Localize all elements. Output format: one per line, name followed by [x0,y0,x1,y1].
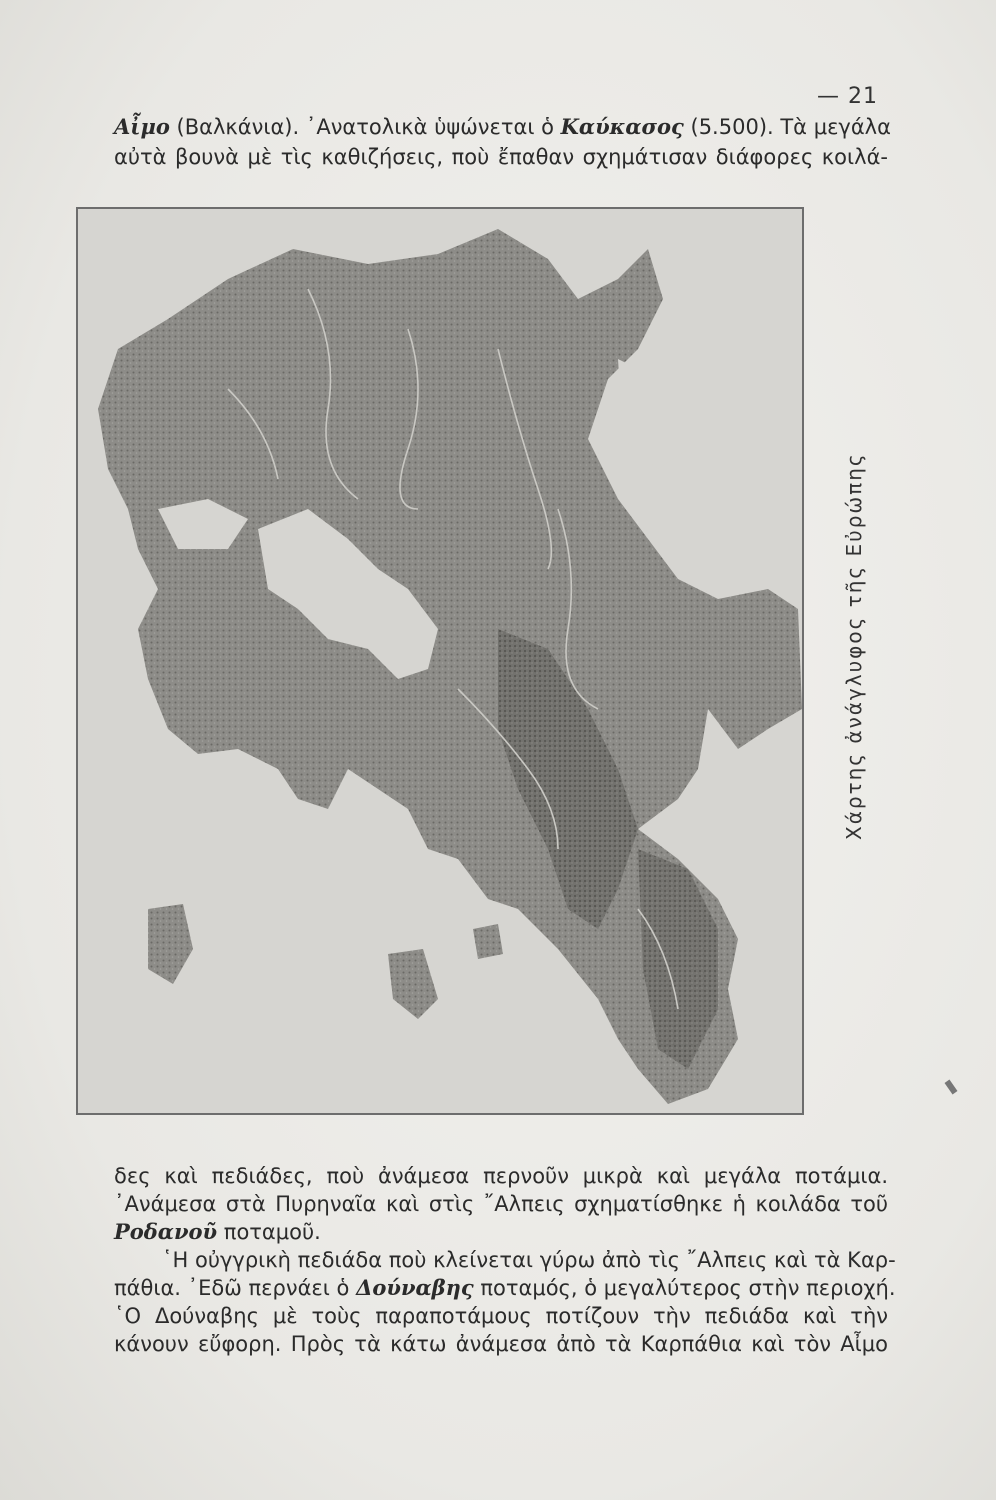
bottom-paragraph [114,1162,896,1358]
relief-map-image [78,209,802,1113]
text-line: ῾Η οὐγγρικὴ πεδιάδα ποὺ κλείνεται γύρω ἀπὸ τὶς ῎Αλπεις καὶ τὰ Καρ- [162,1248,896,1272]
text-run: ποταμός, ὁ μεγαλύτερος στὴν περιοχή. [473,1276,896,1300]
emphasized-word: Καύκασος [560,114,684,139]
top-paragraph [114,112,891,172]
island [473,924,503,959]
text-line [114,1218,888,1246]
text-line [114,112,891,142]
map-caption: Χάρτης ἀνάγλυφος τῆς Εὐρώπης [842,452,866,840]
emphasized-word: Δούναβης [356,1275,474,1300]
text-line: δες καὶ πεδιάδες, ποὺ ἀνάμεσα περνοῦν μικρὰ καὶ μεγάλα ποτάμια. [114,1164,888,1188]
text-run: ποταμοῦ. [217,1220,321,1244]
text-run: (Βαλκάνια). ᾿Ανατολικὰ ὑψώνεται ὁ [169,115,561,139]
text-run: (5.500). Τὰ μεγάλα [683,115,891,139]
text-line [114,1274,896,1302]
page-number: — 21 [817,84,878,109]
emphasized-word: Αἶμο [114,114,170,139]
page-edge-mark [945,1080,958,1095]
text-line: ῾Ο Δούναβης μὲ τοὺς παραποτάμους ποτίζουν τὴν πεδιάδα καὶ τὴν [114,1304,888,1328]
text-line: αὐτὰ βουνὰ μὲ τὶς καθιζήσεις, ποὺ ἔπαθαν σχημάτισαν διάφορες κοιλά- [114,145,888,169]
relief-map-of-europe [76,207,804,1115]
emphasized-word: Ροδανοῦ [114,1219,218,1244]
text-line: κάνουν εὔφορη. Πρὸς τὰ κάτω ἀνάμεσα ἀπὸ τὰ Καρπάθια καὶ τὸν Αἶμο [114,1332,888,1356]
text-run: πάθια. ᾿Εδῶ περνάει ὁ [114,1276,357,1300]
text-line: ᾿Ανάμεσα στὰ Πυρηναῖα καὶ στὶς ῎Αλπεις σχηματίσθηκε ἡ κοιλάδα τοῦ [114,1192,888,1216]
